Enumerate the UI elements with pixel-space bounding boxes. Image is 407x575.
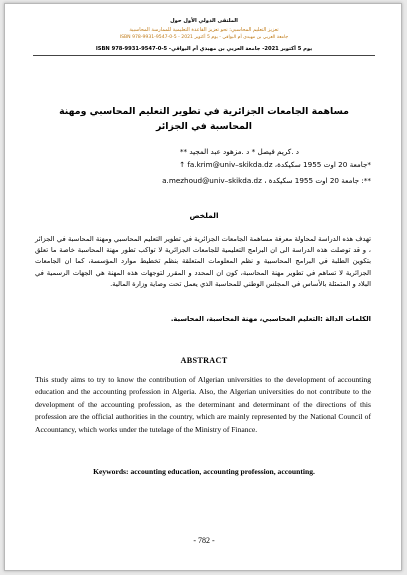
abstract-arabic: [35, 234, 371, 290]
author-affiliation-2: **: جامعة 20 اوت 1955 سكيكدة ، a.mezhoud@univ–skikda.dz: [162, 176, 371, 185]
conference-tagline: ISBN 978-9931-9547-0-5 - جامعة العربي بن مهيدي أم البواقي - يوم 5 أكتوبر 2021: [119, 35, 289, 40]
conference-title: الملتقى الدولي الأول حول: [170, 18, 238, 24]
conference-subtitle: تعزيز التعليم المحاسبي: نحو تعزيز القاعدة التعليمية للممارسة المحاسبية: [129, 27, 279, 33]
keywords-english: Keywords: accounting education, accounting profession, accounting.: [93, 467, 315, 476]
summary-heading-arabic: الملخص: [189, 211, 219, 220]
conference-date-isbn: يوم 5 أكتوبر 2021- جامعة العربي بن مهيدي أم البواقي- ISBN 978-9931-9547-0-5: [95, 46, 313, 52]
document-page: [4, 3, 402, 571]
keywords-arabic: الكلمات الدالة :التعليم المحاسبي، مهنة المحاسبة، المحاسبة.: [170, 315, 371, 323]
abstract-arabic-text: تهدف هذه الدراسة لمحاولة معرفة مساهمة الجامعات الجزائرية في تطوير التعليم المحاسبي ومهنة المحاسبة في الجزائر ، و قد توصلت هذه الدراسة الى ان البرامج التعليمية للجامعات الجزائرية لا تواكب تطور مهنة المحاسبة خاصة ما تعلق بتكوين الطلبة في البرامج المحاسبية و نظم المعلومات المتعلقة بنظم تخطيط موارد المؤسسة، كما ان الجامعات الجزائرية لا تساهم في تطوير مهنة المحاسبة، كون ان المحدد و المقرر لتوجهات هذه المهنة هي الجهات الرسمية في البلاد و المتمثلة بالأساس في المجلس الوطني للمحاسبة الذي يعمل تحت وصاية وزارة المالية.: [35, 235, 371, 288]
abstract-english: This study aims to try to know the contribution of Algerian universities to the development of accounting education and the accounting profession in Algeria. Also, the Algerian universities do not contribute to the development of the accounting profession, as the determinant and determinant of the directions of this profession are the official authorities in the country, which are mainly represented by the National Council of Accountancy, which works under the tutelage of the Ministry of Finance.: [35, 375, 371, 434]
header-divider: [33, 55, 375, 56]
authors-line: د .كريم فيصل * د .مزهود عبد المجيد **: [179, 147, 299, 156]
author-affiliation-1: *جامعة 20 اوت 1955 سكيكدة، fa.krim@univ–skikda.dz ↑: [179, 160, 371, 169]
page-number: - 782 -: [193, 536, 215, 545]
abstract-heading-english: ABSTRACT: [180, 356, 228, 365]
paper-title-arabic: مساهمة الجامعات الجزائرية في تطوير التعليم المحاسبي ومهنة المحاسبة في الجزائر: [59, 106, 349, 132]
